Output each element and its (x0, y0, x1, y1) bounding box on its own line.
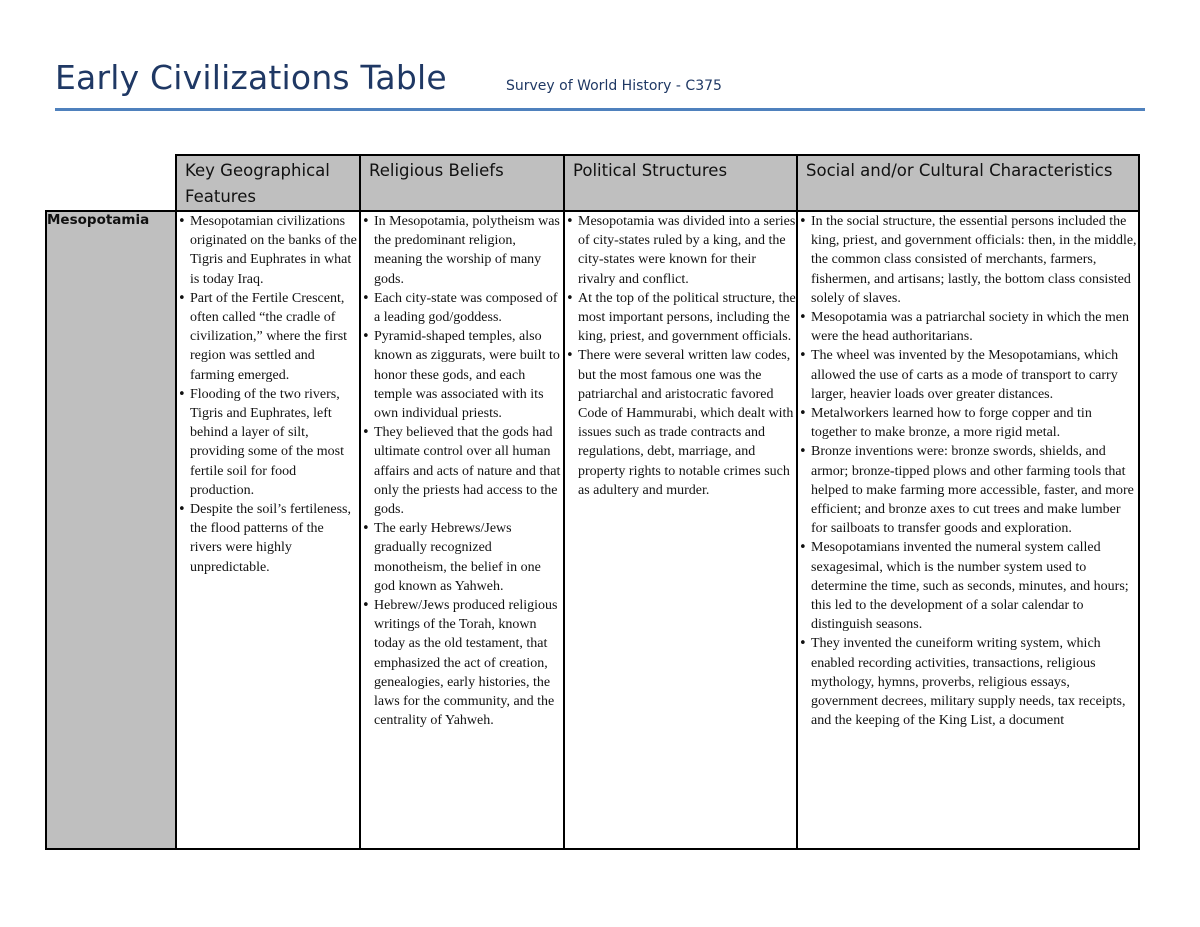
cell-social (797, 211, 1139, 849)
cell-politics (564, 211, 797, 849)
list-item: • The wheel was invented by the Mesopotamians, which allowed the use of carts as a mode of transport to carry larger, heavier loads over greater distances. (798, 346, 1138, 404)
list-item: • Bronze inventions were: bronze swords, shields, and armor; bronze-tipped plows and other farming tools that helped to make farming more accessible, faster, and more efficient; and bronze axes to cut trees and make lumber for sailboats to transfer goods and exploration. (798, 442, 1138, 538)
column-header-religion: Religious Beliefs (360, 155, 564, 211)
column-header-politics: Political Structures (564, 155, 797, 211)
document-header (55, 58, 1145, 110)
column-header-social: Social and/or Cultural Characteristics (797, 155, 1139, 211)
list-item: • In the social structure, the essential persons included the king, priest, and government officials: then, in the middle, the common class consisted of merchants, farmers, fishermen, and artisans; lastly, the bottom class consisted solely of slaves. (798, 212, 1138, 308)
list-item: • Mesopotamian civilizations originated on the banks of the Tigris and Euphrates in what is today Iraq. (177, 212, 359, 289)
list-item: • Mesopotamia was a patriarchal society in which the men were the head authoritarians. (798, 308, 1138, 346)
cell-religion (360, 211, 564, 849)
column-header-geography: Key Geographical Features (176, 155, 360, 211)
social-bullet-list (798, 212, 1138, 730)
table-header-row (46, 155, 1139, 211)
politics-bullet-list (565, 212, 796, 500)
list-item: • Part of the Fertile Crescent, often called “the cradle of civilization,” where the first region was settled and farming emerged. (177, 289, 359, 385)
list-item: • Each city-state was composed of a leading god/goddess. (361, 289, 563, 327)
document-title: Early Civilizations Table (55, 58, 447, 97)
list-item: • Flooding of the two rivers, Tigris and Euphrates, left behind a layer of silt, providing some of the most fertile soil for food production. (177, 385, 359, 500)
list-item: • Pyramid-shaped temples, also known as ziggurats, were built to honor these gods, and each temple was associated with its own individual priests. (361, 327, 563, 423)
list-item: • Mesopotamians invented the numeral system called sexagesimal, which is the number system used to determine the time, such as seconds, minutes, and hours; this led to the development of a solar calendar to distinguish seasons. (798, 538, 1138, 634)
cell-geography (176, 211, 360, 849)
list-item: • The early Hebrews/Jews gradually recognized monotheism, the belief in one god known as Yahweh. (361, 519, 563, 596)
list-item: • Despite the soil’s fertileness, the flood patterns of the rivers were highly unpredictable. (177, 500, 359, 577)
list-item: • They invented the cuneiform writing system, which enabled recording activities, transactions, religious mythology, hymns, proverbs, religious essays, government decrees, military supply needs, tax receipts, and the keeping of the King List, a document (798, 634, 1138, 730)
list-item: • Hebrew/Jews produced religious writings of the Torah, known today as the old testament, that emphasized the act of creation, genealogies, early histories, the laws for the community, and the centrality of Yahweh. (361, 596, 563, 730)
list-item: • Mesopotamia was divided into a series of city-states ruled by a king, and the city-states were known for their rivalry and conflict. (565, 212, 796, 289)
religion-bullet-list (361, 212, 563, 730)
course-subtitle: Survey of World History - C375 (506, 78, 722, 94)
civilizations-table (45, 154, 1140, 850)
table-row-mesopotamia (46, 211, 1139, 849)
list-item: • At the top of the political structure, the most important persons, including the king, priest, and government officials. (565, 289, 796, 347)
list-item: • There were several written law codes, but the most famous one was the patriarchal and aristocratic favored Code of Hammurabi, which dealt with issues such as trade contracts and regulations, debt, marriage, and property rights to notable crimes such as adultery and murder. (565, 346, 796, 500)
table-corner-cell (46, 155, 176, 211)
row-header-mesopotamia: Mesopotamia (46, 211, 176, 849)
list-item: • They believed that the gods had ultimate control over all human affairs and acts of nature and that only the priests had access to the gods. (361, 423, 563, 519)
list-item: • In Mesopotamia, polytheism was the predominant religion, meaning the worship of many gods. (361, 212, 563, 289)
list-item: • Metalworkers learned how to forge copper and tin together to make bronze, a more rigid metal. (798, 404, 1138, 442)
geography-bullet-list (177, 212, 359, 577)
header-divider (55, 108, 1145, 111)
